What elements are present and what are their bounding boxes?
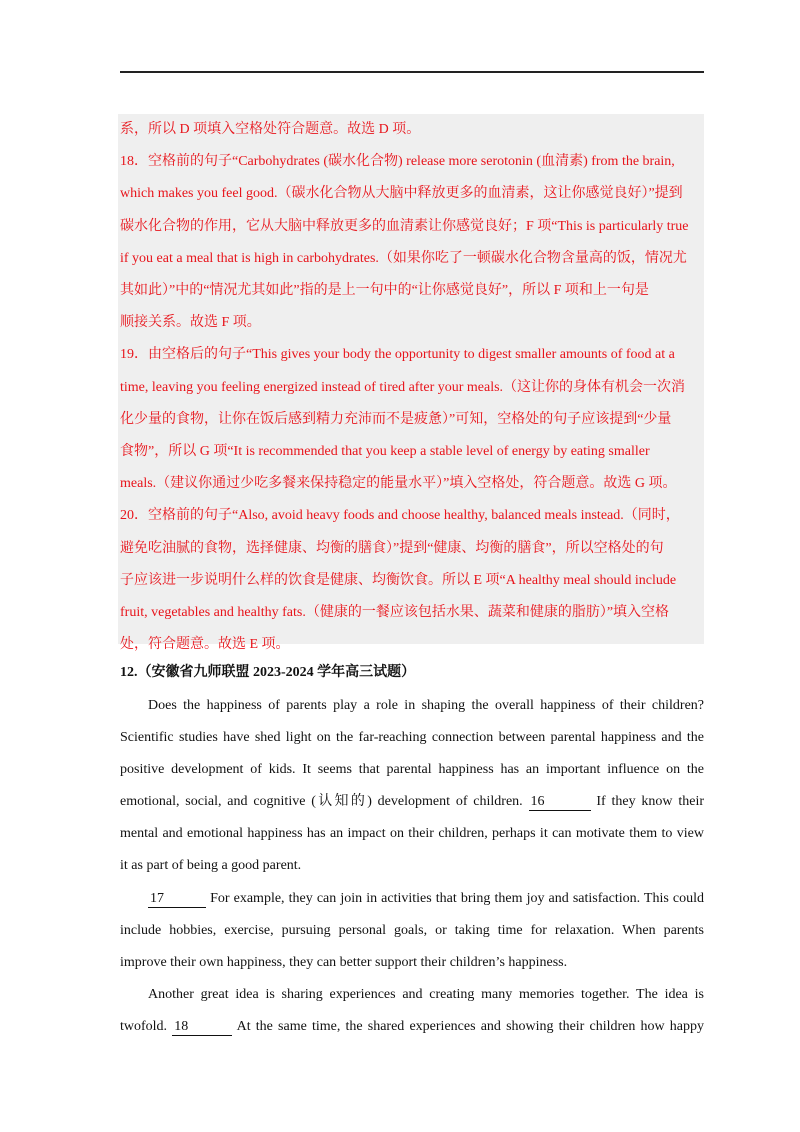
paragraph-2 [120,883,704,979]
passage-line: it as part of being a good parent. [120,858,302,874]
explanation-line: 碳水化合物的作用，它从大脑中释放更多的血清素让你感觉良好；F 项“This is particularly true [120,218,689,234]
passage-text: twofold. [120,1018,168,1034]
passage-text: For example, they can join in activities that bring them joy and satisfaction. This could [210,890,705,906]
reading-passage [120,660,704,1043]
explanation-line: which makes you feel good.（碳水化合物从大脑中释放更多的血清素，这让你感觉良好）”提到 [120,186,683,202]
question-heading: 12.（安徽省九师联盟 2023-2024 学年高三试题） [120,665,416,680]
explanation-line: 化少量的食物，让你在饭后感到精力充沛而不是疲惫）”可知，空格处的句子应该提到“少量 [120,411,672,427]
paragraph-3 [120,979,704,1043]
blank-17[interactable]: 17 [148,891,206,908]
passage-text: emotional, social, and cognitive (认知的) development of children. [120,794,523,810]
explanation-line: 顺接关系。故选 F 项。 [120,315,261,331]
explanation-line: 19．由空格后的句子“This gives your body the opportunity to digest smaller amounts of food at a [120,347,675,363]
blank-16[interactable]: 16 [529,794,591,811]
passage-text: If they know their [596,794,705,810]
explanation-line: meals.（建议你通过少吃多餐来保持稳定的能量水平）”填入空格处，符合题意。故选 G 项。 [120,476,677,492]
passage-line [120,786,704,818]
explanation-line: fruit, vegetables and healthy fats.（健康的一餐应该包括水果、蔬菜和健康的脂肪）”填入空格 [120,605,670,621]
explanation-line: 避免吃油腻的食物，选择健康、均衡的膳食）”提到“健康、均衡的膳食”，所以空格处的句 [120,540,664,556]
explanation-line: 其如此）”中的“情况尤其如此”指的是上一句中的“让你感觉良好”，所以 F 项和上一句是 [120,283,649,299]
passage-line [120,883,704,915]
header-rule [120,71,704,73]
explanation-line: if you eat a meal that is high in carbohydrates.（如果你吃了一顿碳水化合物含量高的饭，情况尤 [120,250,687,266]
explanation-line: 食物”，所以 G 项“It is recommended that you keep a stable level of energy by eating smaller [120,444,650,460]
passage-text: At the same time, the shared experiences and showing their children how happy [236,1018,705,1034]
explanation-line: 系，所以 D 项填入空格处符合题意。故选 D 项。 [120,122,421,137]
passage-line: improve their own happiness, they can better support their children’s happiness. [120,954,568,970]
blank-18[interactable]: 18 [172,1019,232,1036]
passage-line: Does the happiness of parents play a role in shaping the overall happiness of their children? [148,698,704,713]
passage-line: mental and emotional happiness has an impact on their children, perhaps it can motivate them to view [120,826,704,842]
passage-line: Another great idea is sharing experiences and creating many memories together. The idea is [148,986,704,1002]
passage-line [120,1011,704,1043]
explanation-line: 18．空格前的句子“Carbohydrates (碳水化合物) release more serotonin (血清素) from the brain, [120,154,675,170]
answer-explanation-box [118,114,704,653]
passage-line: Scientific studies have shed light on the far-reaching connection between parental happiness and the [120,730,704,746]
explanation-line: 20．空格前的句子“Also, avoid heavy foods and choose healthy, balanced meals instead.（同时， [120,508,680,524]
explanation-line: 处，符合题意。故选 E 项。 [120,637,290,653]
paragraph-1 [120,690,704,883]
explanation-line: 子应该进一步说明什么样的饮食是健康、均衡饮食。所以 E 项“A healthy meal should include [120,572,677,588]
explanation-line: time, leaving you feeling energized instead of tired after your meals.（这让你的身体有机会一次消 [120,379,686,395]
passage-line: include hobbies, exercise, pursuing personal goals, or taking time for relaxation. When parents [120,922,704,938]
passage-line: positive development of kids. It seems that parental happiness has an important influence on the [120,762,704,778]
